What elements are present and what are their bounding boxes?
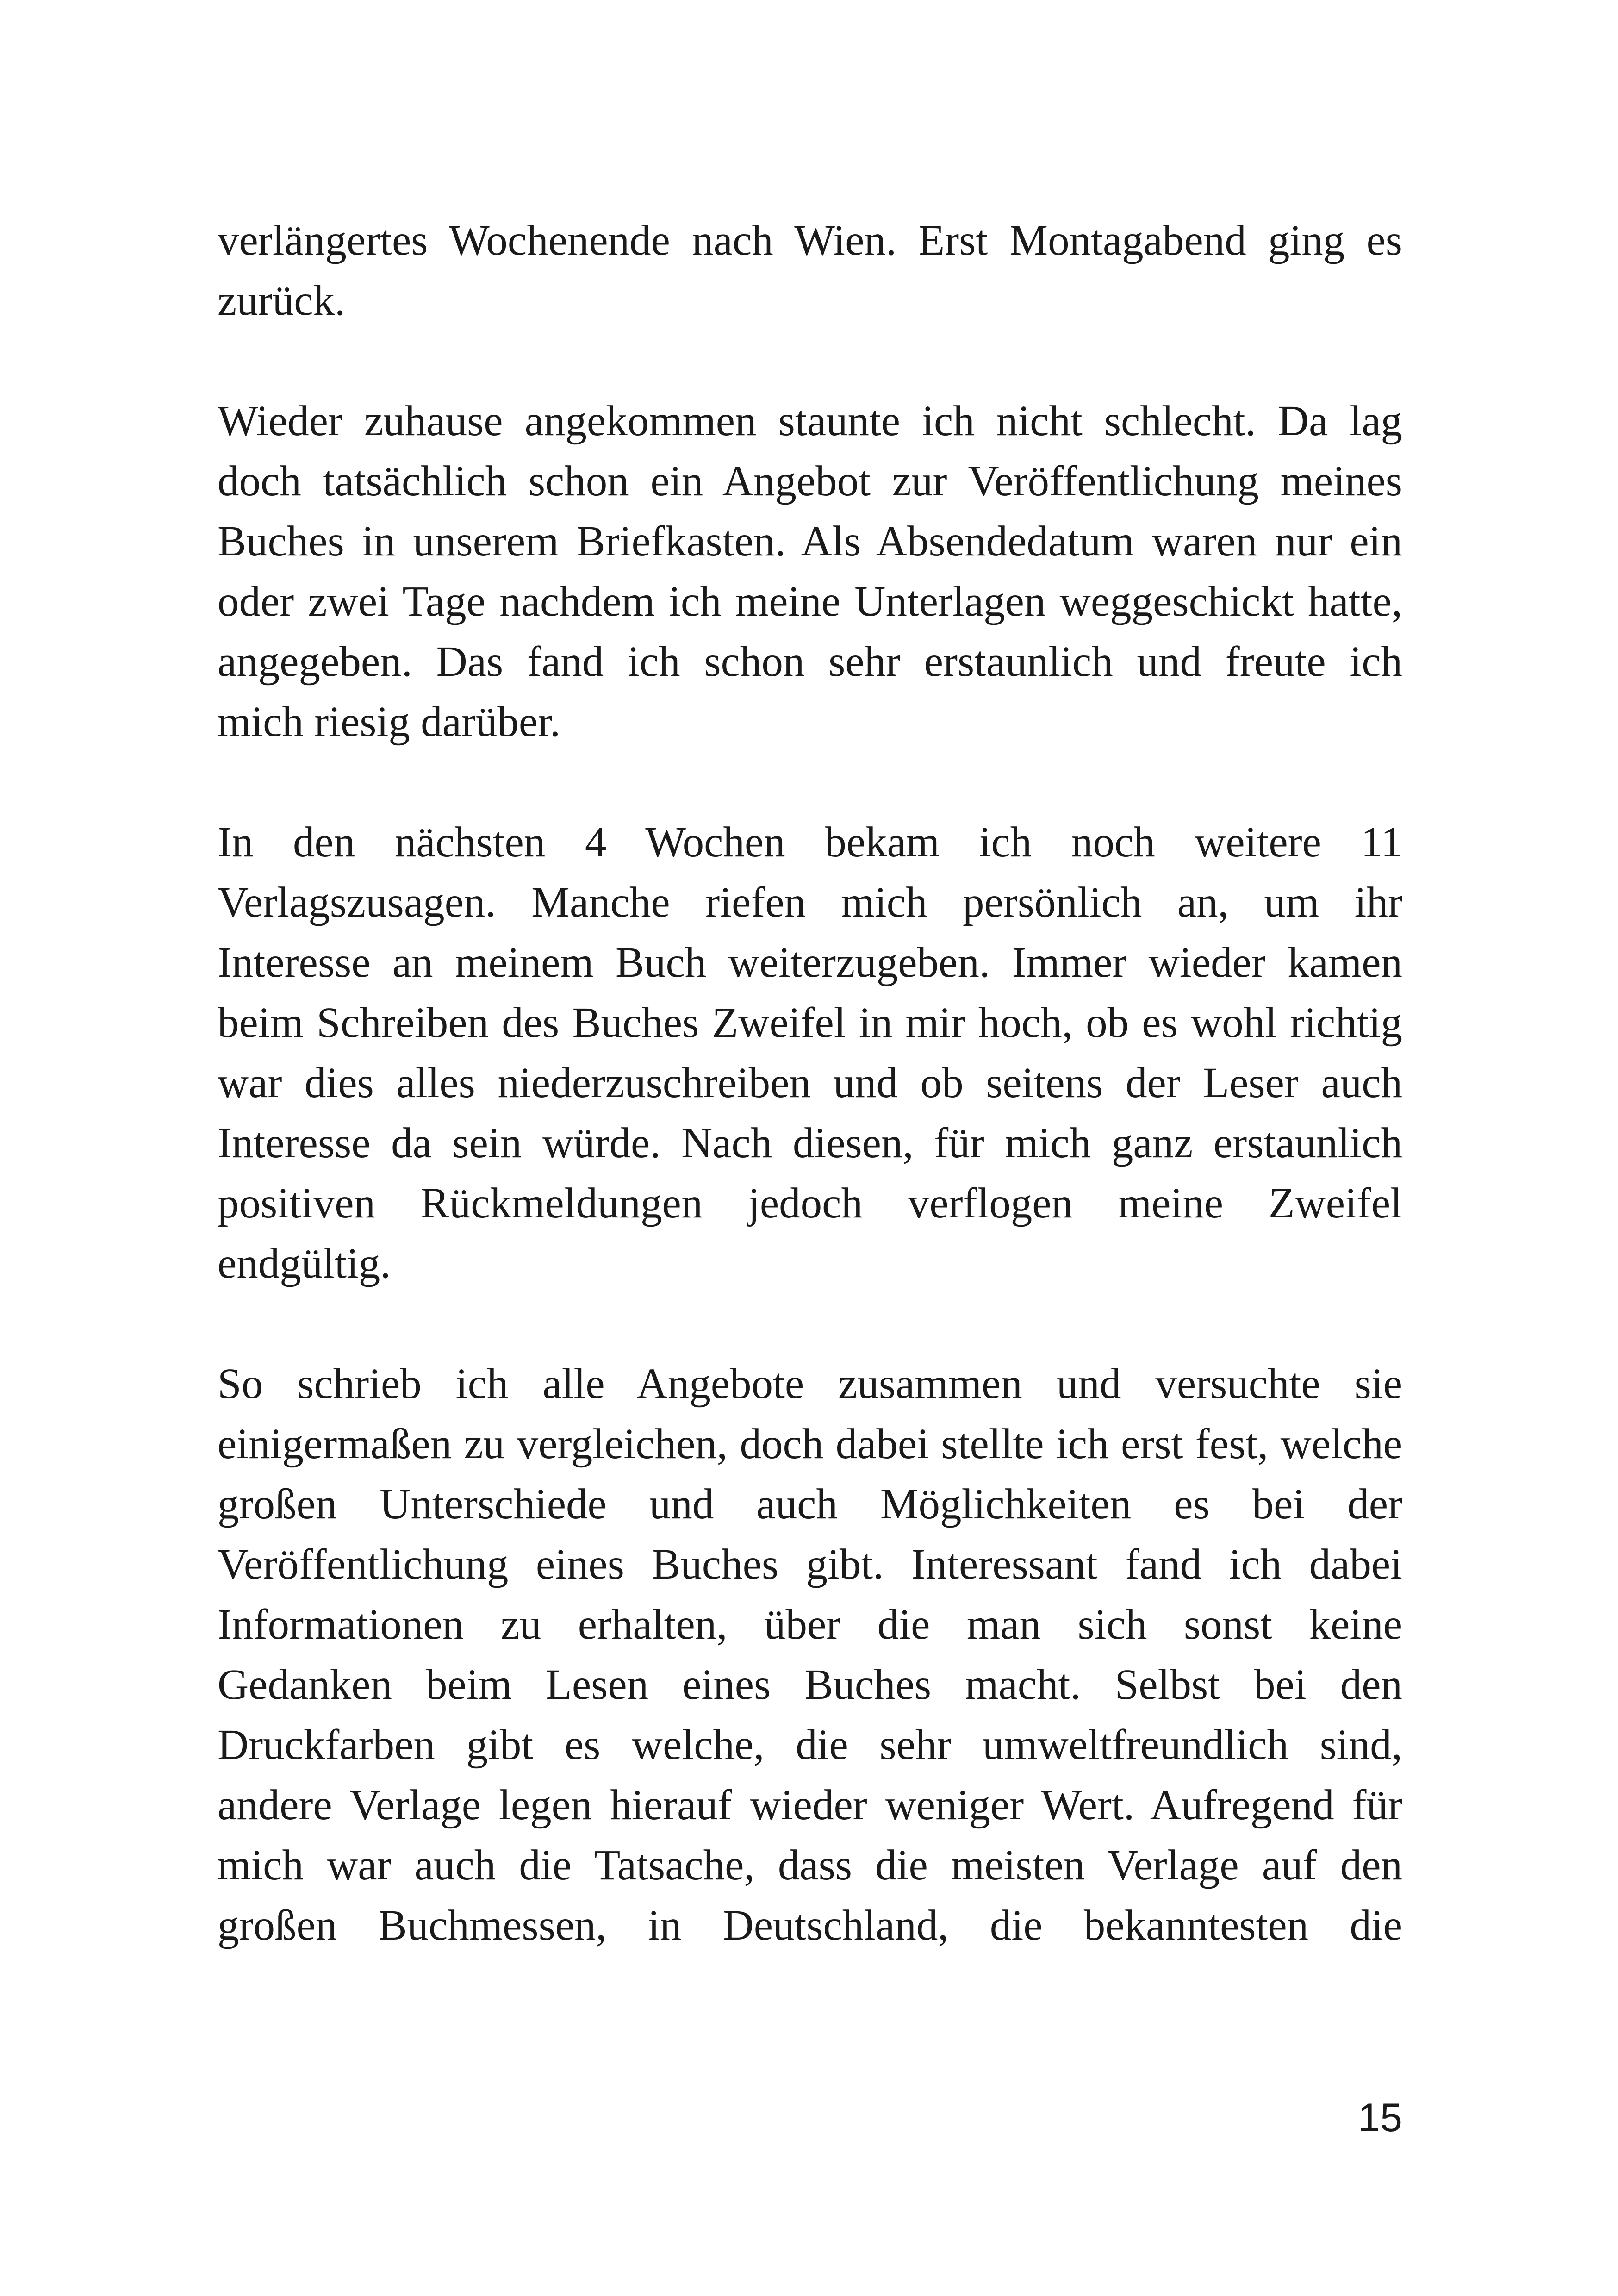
text-line: Buches in unserem Briefkasten. Als Absendedatum waren nur ein [218,518,1402,565]
text-line: zurück. [218,277,346,324]
text-line: In den nächsten 4 Wochen bekam ich noch weitere 11 [218,818,1402,866]
text-line: mich riesig darüber. [218,698,561,746]
text-line: angegeben. Das fand ich schon sehr erstaunlich und freute ich [218,638,1402,686]
text-line: beim Schreiben des Buches Zweifel in mir hoch, ob es wohl richtig [218,999,1402,1047]
text-line: endgültig. [218,1240,391,1287]
body-text [218,211,1402,2016]
text-line: Informationen zu erhalten, über die man sich sonst keine [218,1601,1402,1648]
text-line: So schrieb ich alle Angebote zusammen und versuchte sie [218,1360,1402,1408]
text-line: oder zwei Tage nachdem ich meine Unterlagen weggeschickt hatte, [218,578,1402,625]
text-line: Wieder zuhause angekommen staunte ich nicht schlecht. Da lag [218,397,1402,445]
paragraph-4 [218,1354,1402,1956]
text-line: Druckfarben gibt es welche, die sehr umweltfreundlich sind, [218,1721,1402,1769]
page-number: 15 [1358,2096,1402,2140]
text-line: Interesse da sein würde. Nach diesen, für mich ganz erstaunlich [218,1119,1402,1167]
text-line: verlängertes Wochenende nach Wien. Erst Montagabend ging es [218,217,1402,264]
text-line: mich war auch die Tatsache, dass die meisten Verlage auf den [218,1841,1402,1889]
text-line: einigermaßen zu vergleichen, doch dabei stellte ich erst fest, welche [218,1420,1402,1468]
text-line: doch tatsächlich schon ein Angebot zur Veröffentlichung meines [218,457,1402,505]
text-line: Verlagszusagen. Manche riefen mich persönlich an, um ihr [218,879,1402,926]
text-line: positiven Rückmeldungen jedoch verflogen meine Zweifel [218,1179,1402,1227]
text-line: großen Buchmessen, in Deutschland, die bekanntesten die [218,1902,1402,1949]
text-line: andere Verlage legen hierauf wieder weniger Wert. Aufregend für [218,1781,1402,1829]
text-line: Interesse an meinem Buch weiterzugeben. Immer wieder kamen [218,939,1402,986]
paragraph-2 [218,391,1402,752]
text-line: Gedanken beim Lesen eines Buches macht. Selbst bei den [218,1661,1402,1709]
text-line: war dies alles niederzuschreiben und ob seitens der Leser auch [218,1059,1402,1107]
paragraph-1 [218,211,1402,331]
paragraph-3 [218,812,1402,1294]
text-line: Veröffentlichung eines Buches gibt. Interessant fand ich dabei [218,1541,1402,1588]
text-line: großen Unterschiede und auch Möglichkeiten es bei der [218,1480,1402,1528]
